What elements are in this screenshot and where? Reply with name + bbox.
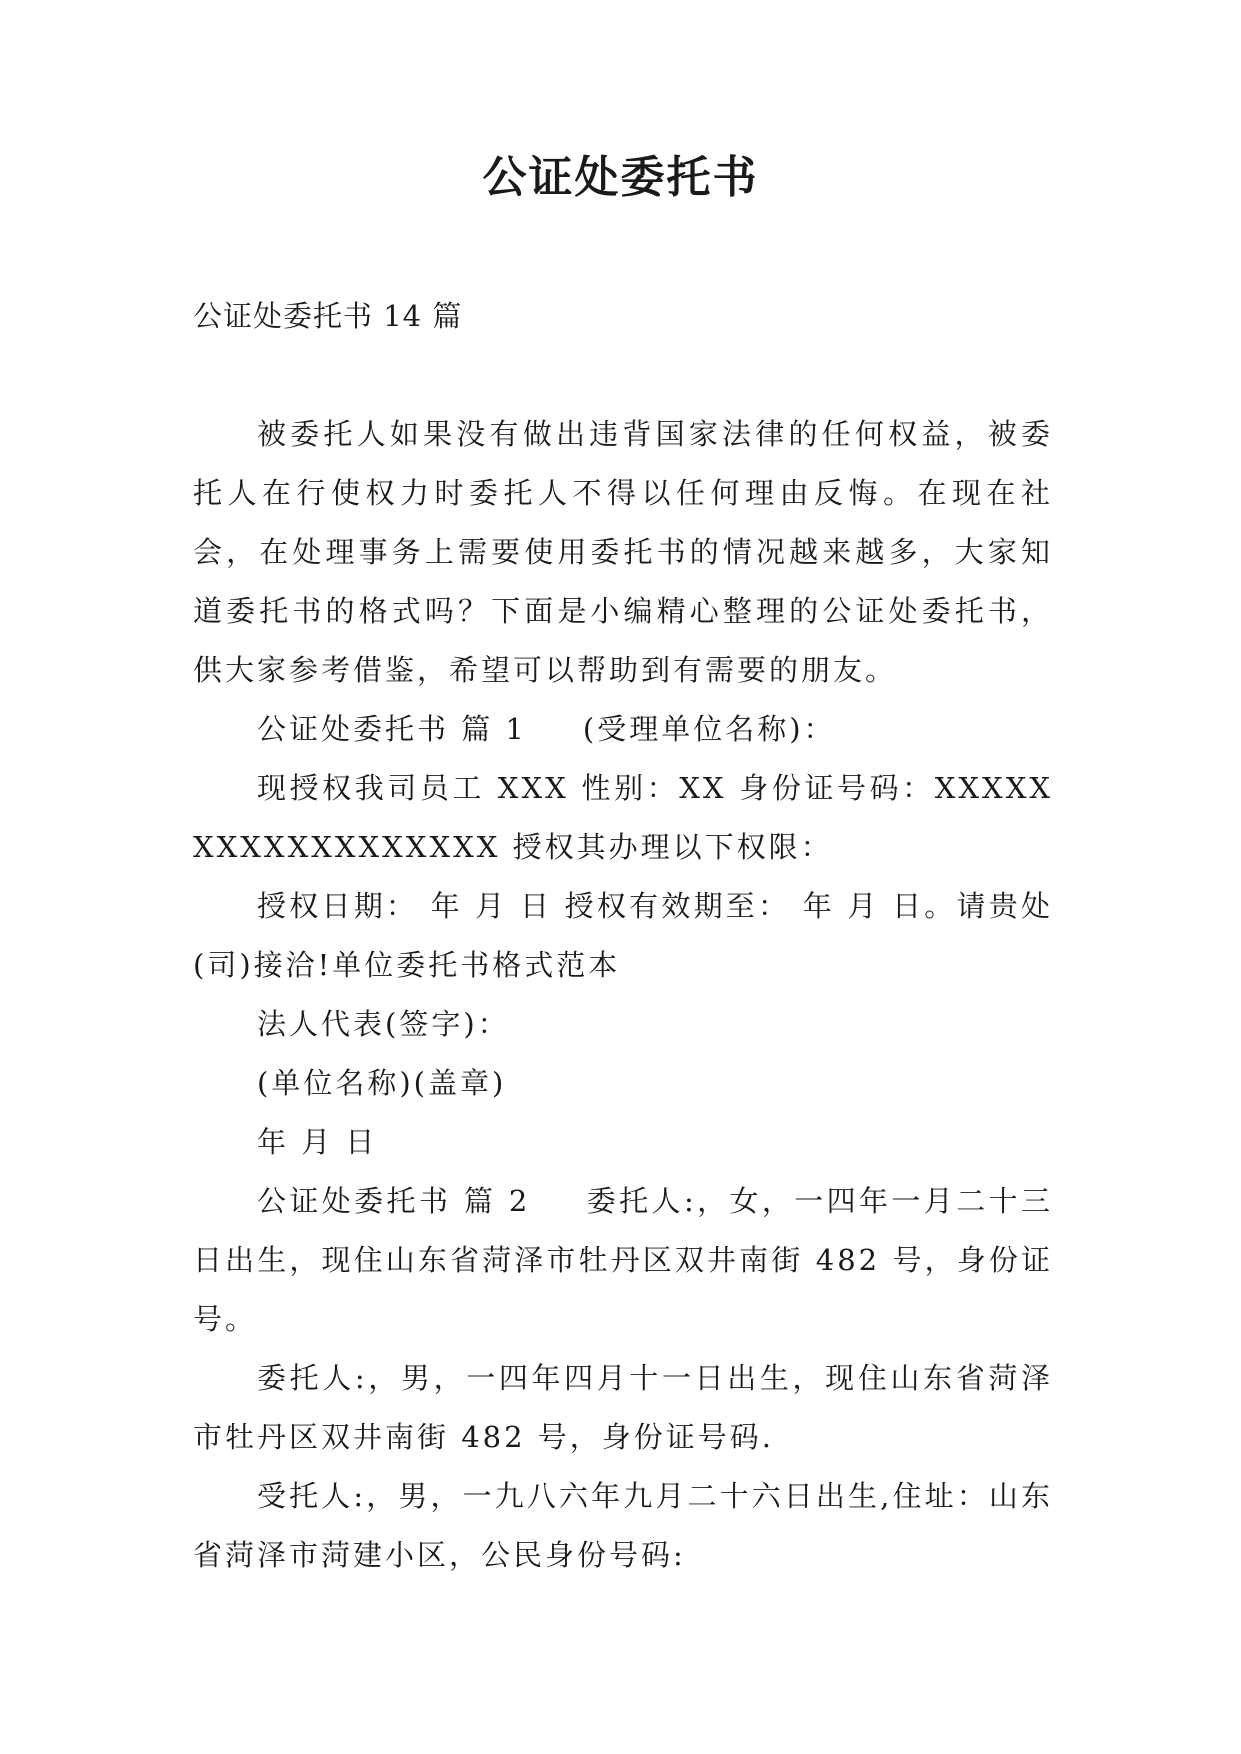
document-title: 公证处委托书 <box>482 152 759 203</box>
paragraph-section-1-heading <box>193 700 1053 759</box>
paragraph-agent: 受托人:，男，一九八六年九月二十六日出生,住址：山东省菏泽市菏建小区，公民身份号码: <box>193 1479 1053 1572</box>
paragraph-intro: 被委托人如果没有做出违背国家法律的任何权益，被委托人在行使权力时委托人不得以任何理由反悔。在现在社会，在处理事务上需要使用委托书的情况越来越多，大家知道委托书的格式吗？下面是小编精心整理的公证处委托书，供大家参考借鉴，希望可以帮助到有需要的朋友。 <box>193 417 1053 687</box>
paragraph-section-2-heading <box>193 1172 1053 1349</box>
section-1-title: 公证处委托书 篇 1 <box>257 712 527 746</box>
paragraph-date-line: 年 月 日 <box>257 1125 378 1159</box>
section-1-addressee: (受理单位名称)： <box>582 712 836 746</box>
document-body <box>193 405 1053 1585</box>
paragraph-legal-rep-signature: 法人代表(签字)： <box>257 1007 510 1041</box>
paragraph-client-2: 委托人:，男，一四年四月十一日出生，现住山东省菏泽市牡丹区双井南街 482 号，身份证号码. <box>193 1361 1053 1454</box>
section-2-title: 公证处委托书 篇 2 <box>257 1184 531 1218</box>
section-2-client-1: 委托人:，女，一四年一月二十三日出生，现住山东省菏泽市牡丹区双井南街 482 号，身份证号。 <box>193 1184 1053 1336</box>
paragraph-authorization: 现授权我司员工 XXX 性别：XX 身份证号码：XXXXXXXXXXXXXXXXXX 授权其办理以下权限： <box>193 771 1053 864</box>
paragraph-unit-seal: (单位名称)(盖章) <box>257 1066 507 1100</box>
document-subtitle: 公证处委托书 14 篇 <box>193 299 463 333</box>
paragraph-authorization-date: 授权日期： 年 月 日 授权有效期至： 年 月 日。请贵处(司)接洽!单位委托书格式范本 <box>193 889 1053 982</box>
